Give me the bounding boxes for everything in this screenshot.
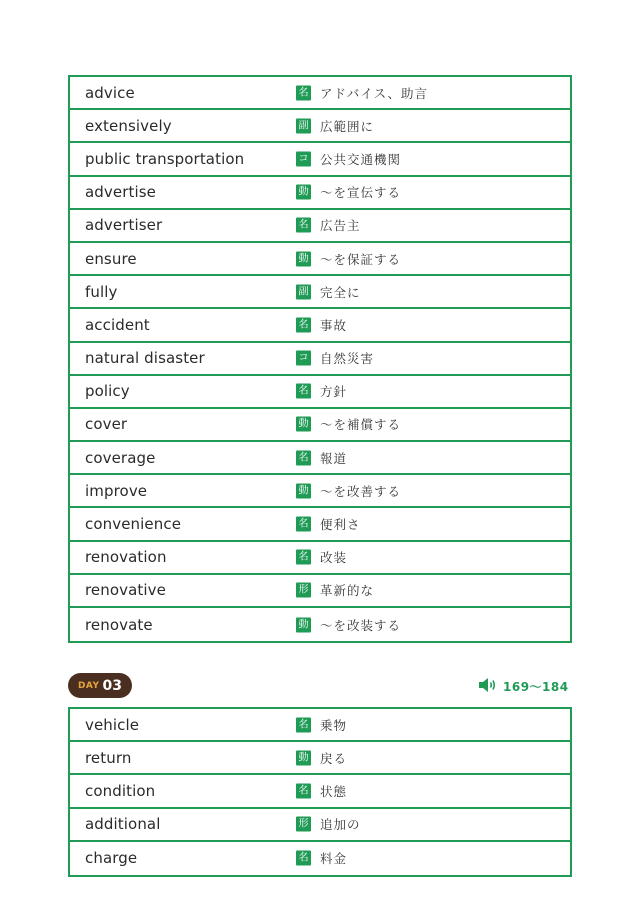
japanese-meaning: 便利さ — [320, 517, 361, 533]
english-word: ensure — [85, 249, 137, 268]
english-word: extensively — [85, 116, 172, 135]
english-word: convenience — [85, 515, 182, 534]
vocab-table-2 — [68, 707, 572, 877]
table-row — [70, 775, 570, 808]
table-row — [70, 442, 570, 475]
english-word: renovation — [85, 548, 167, 567]
japanese-meaning: 状態 — [320, 783, 348, 799]
table-row — [70, 742, 570, 775]
table-row — [70, 542, 570, 575]
japanese-meaning: 完全に — [320, 284, 361, 300]
japanese-meaning: ～を宣伝する — [320, 185, 402, 201]
japanese-meaning: ～を保証する — [320, 251, 402, 267]
part-of-speech-badge: 名 — [296, 85, 311, 100]
part-of-speech-badge: 形 — [296, 583, 311, 598]
japanese-meaning: ～を改善する — [320, 483, 402, 499]
part-of-speech-badge: 名 — [296, 218, 311, 233]
english-word: condition — [85, 781, 156, 800]
part-of-speech-badge: 動 — [296, 750, 311, 765]
speaker-icon — [478, 677, 498, 696]
part-of-speech-badge: コ — [296, 351, 311, 366]
english-word: charge — [85, 849, 138, 868]
english-word: vehicle — [85, 715, 140, 734]
english-word: accident — [85, 315, 150, 334]
table-row — [70, 376, 570, 409]
part-of-speech-badge: 動 — [296, 417, 311, 432]
table-row — [70, 608, 570, 641]
japanese-meaning: アドバイス、助言 — [320, 85, 429, 101]
part-of-speech-badge: 名 — [296, 783, 311, 798]
english-word: advice — [85, 83, 135, 102]
day-badge — [68, 673, 132, 698]
part-of-speech-badge: 動 — [296, 251, 311, 266]
english-word: cover — [85, 415, 128, 434]
japanese-meaning: 料金 — [320, 851, 348, 867]
japanese-meaning: 公共交通機関 — [320, 151, 402, 167]
japanese-meaning: 自然災害 — [320, 351, 375, 367]
english-word: natural disaster — [85, 349, 205, 368]
part-of-speech-badge: 副 — [296, 118, 311, 133]
japanese-meaning: ～を改装する — [320, 617, 402, 633]
part-of-speech-badge: 動 — [296, 483, 311, 498]
part-of-speech-badge: 名 — [296, 851, 311, 866]
day-label: DAY — [77, 680, 100, 691]
part-of-speech-badge: 名 — [296, 517, 311, 532]
japanese-meaning: 追加の — [320, 817, 361, 833]
table-row — [70, 508, 570, 541]
english-word: return — [85, 748, 132, 767]
part-of-speech-badge: 名 — [296, 317, 311, 332]
part-of-speech-badge: 動 — [296, 617, 311, 632]
table-row — [70, 343, 570, 376]
english-word: fully — [85, 282, 118, 301]
part-of-speech-badge: 名 — [296, 717, 311, 732]
japanese-meaning: 戻る — [320, 750, 348, 766]
table-row — [70, 276, 570, 309]
japanese-meaning: 革新的な — [320, 583, 375, 599]
english-word: policy — [85, 382, 130, 401]
english-word: improve — [85, 481, 148, 500]
table-row — [70, 77, 570, 110]
day-number: 03 — [102, 677, 123, 694]
part-of-speech-badge: 形 — [296, 817, 311, 832]
japanese-meaning: 改装 — [320, 550, 348, 566]
table-row — [70, 409, 570, 442]
english-word: renovate — [85, 615, 153, 634]
english-word: public transportation — [85, 149, 245, 168]
vocab-table-1 — [68, 75, 572, 643]
table-row — [70, 210, 570, 243]
table-row — [70, 809, 570, 842]
english-word: advertiser — [85, 216, 163, 235]
part-of-speech-badge: 名 — [296, 384, 311, 399]
english-word: additional — [85, 815, 161, 834]
part-of-speech-badge: 動 — [296, 185, 311, 200]
english-word: coverage — [85, 448, 156, 467]
audio-track-indicator — [478, 677, 569, 696]
table-row — [70, 309, 570, 342]
part-of-speech-badge: 名 — [296, 450, 311, 465]
table-row — [70, 842, 570, 875]
table-row — [70, 575, 570, 608]
japanese-meaning: 広範囲に — [320, 118, 375, 134]
japanese-meaning: 乗物 — [320, 717, 348, 733]
audio-track-range: 169～184 — [503, 680, 569, 694]
table-row — [70, 243, 570, 276]
japanese-meaning: 事故 — [320, 317, 348, 333]
part-of-speech-badge: コ — [296, 151, 311, 166]
part-of-speech-badge: 名 — [296, 550, 311, 565]
part-of-speech-badge: 副 — [296, 284, 311, 299]
japanese-meaning: 報道 — [320, 450, 348, 466]
table-row — [70, 177, 570, 210]
table-row — [70, 143, 570, 176]
english-word: advertise — [85, 183, 156, 202]
table-row — [70, 709, 570, 742]
japanese-meaning: 広告主 — [320, 218, 361, 234]
table-row — [70, 110, 570, 143]
table-row — [70, 475, 570, 508]
english-word: renovative — [85, 581, 166, 600]
japanese-meaning: ～を補償する — [320, 417, 402, 433]
japanese-meaning: 方針 — [320, 384, 348, 400]
